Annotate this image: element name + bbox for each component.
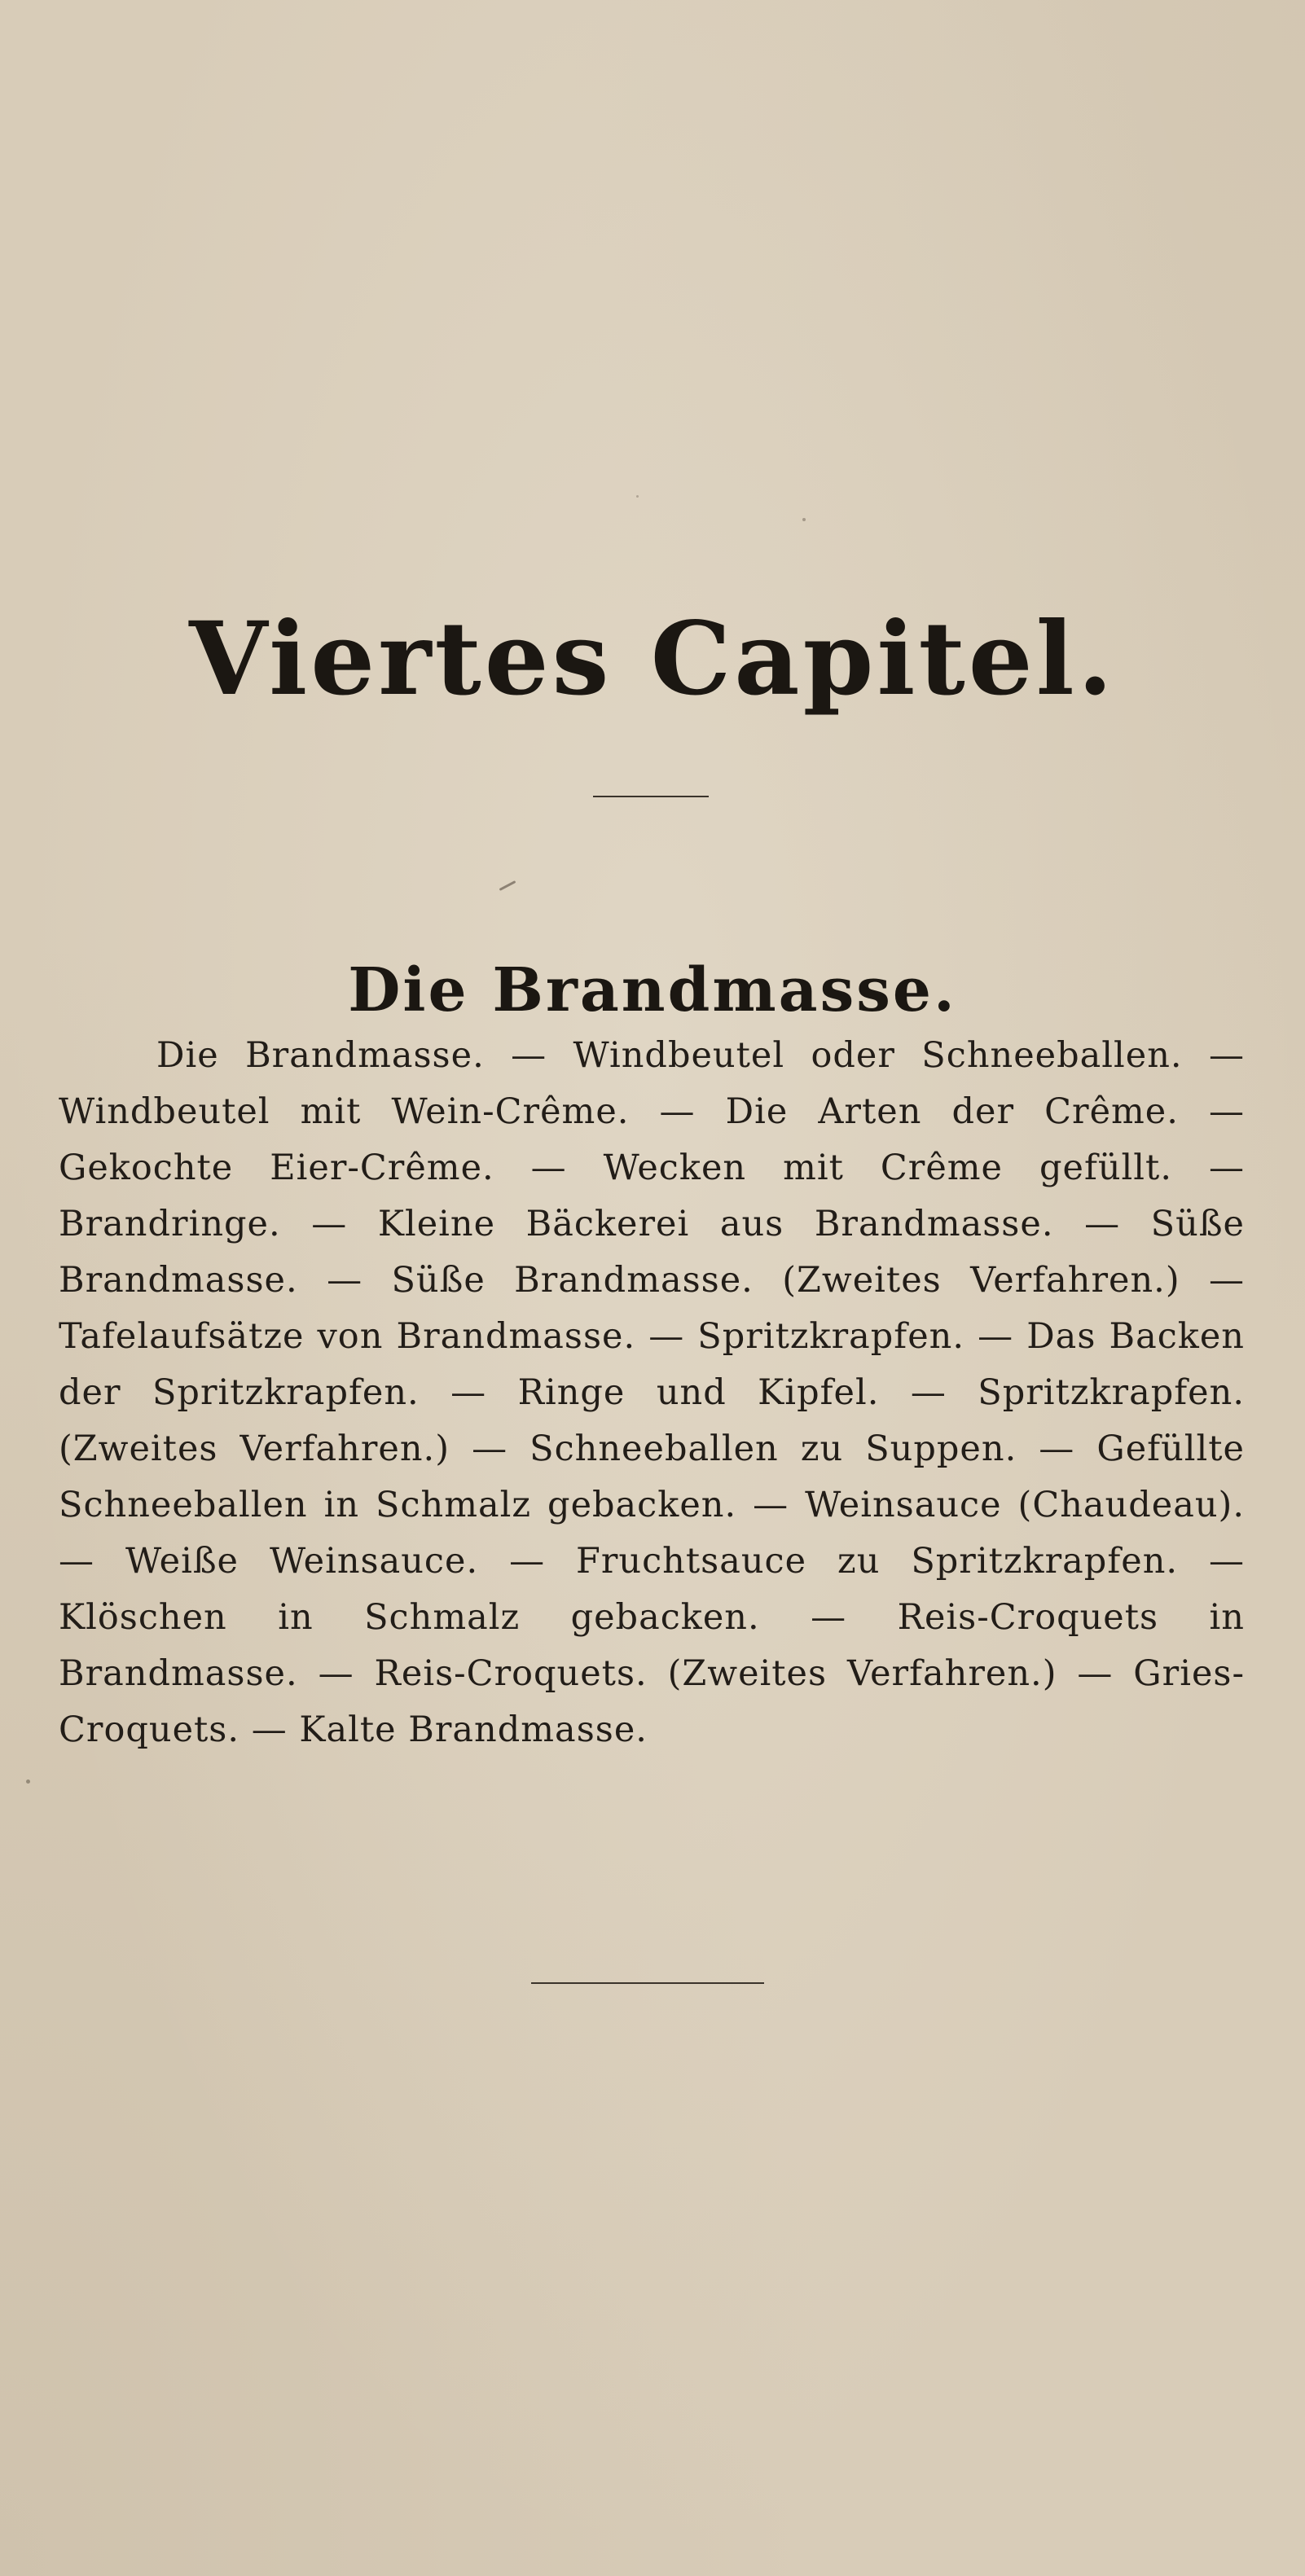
paper-speck bbox=[636, 495, 639, 498]
paper-speck bbox=[802, 518, 806, 521]
top-divider-rule bbox=[593, 796, 709, 797]
bottom-divider-rule bbox=[531, 1982, 764, 1984]
section-title: Die Brandmasse. bbox=[348, 955, 957, 1026]
chapter-title: Viertes Capitel. bbox=[189, 600, 1116, 719]
paper-speck bbox=[26, 1780, 30, 1784]
chapter-contents-paragraph: Die Brandmasse. — Windbeutel oder Schneeballen. — Windbeutel mit Wein-Crême. — Die Arten der Crême. — Gekochte Eier-Crême. — Wecken mit Crême gefüllt. — Brandringe. — Kleine Bäckerei aus Brandmasse. — Süße Brandmasse. — Süße Brandmasse. (Zweites Verfahren.) — Tafelaufsätze von Brandmasse. — Spritzkrapfen. — Das Backen der Spritzkrapfen. — Ringe und Kipfel. — Spritzkrapfen. (Zweites Verfahren.) — Schneeballen zu Suppen. — Gefüllte Schneeballen in Schmalz gebacken. — Weinsauce (Chaudeau). — Weiße Weinsauce. — Fruchtsauce zu Spritzkrapfen. — Klöschen in Schmalz gebacken. — Reis-Croquets in Brandmasse. — Reis-Croquets. (Zweites Verfahren.) — Gries-Croquets. — Kalte Brandmasse. bbox=[59, 1035, 1245, 1750]
paper-blemish bbox=[499, 880, 516, 891]
